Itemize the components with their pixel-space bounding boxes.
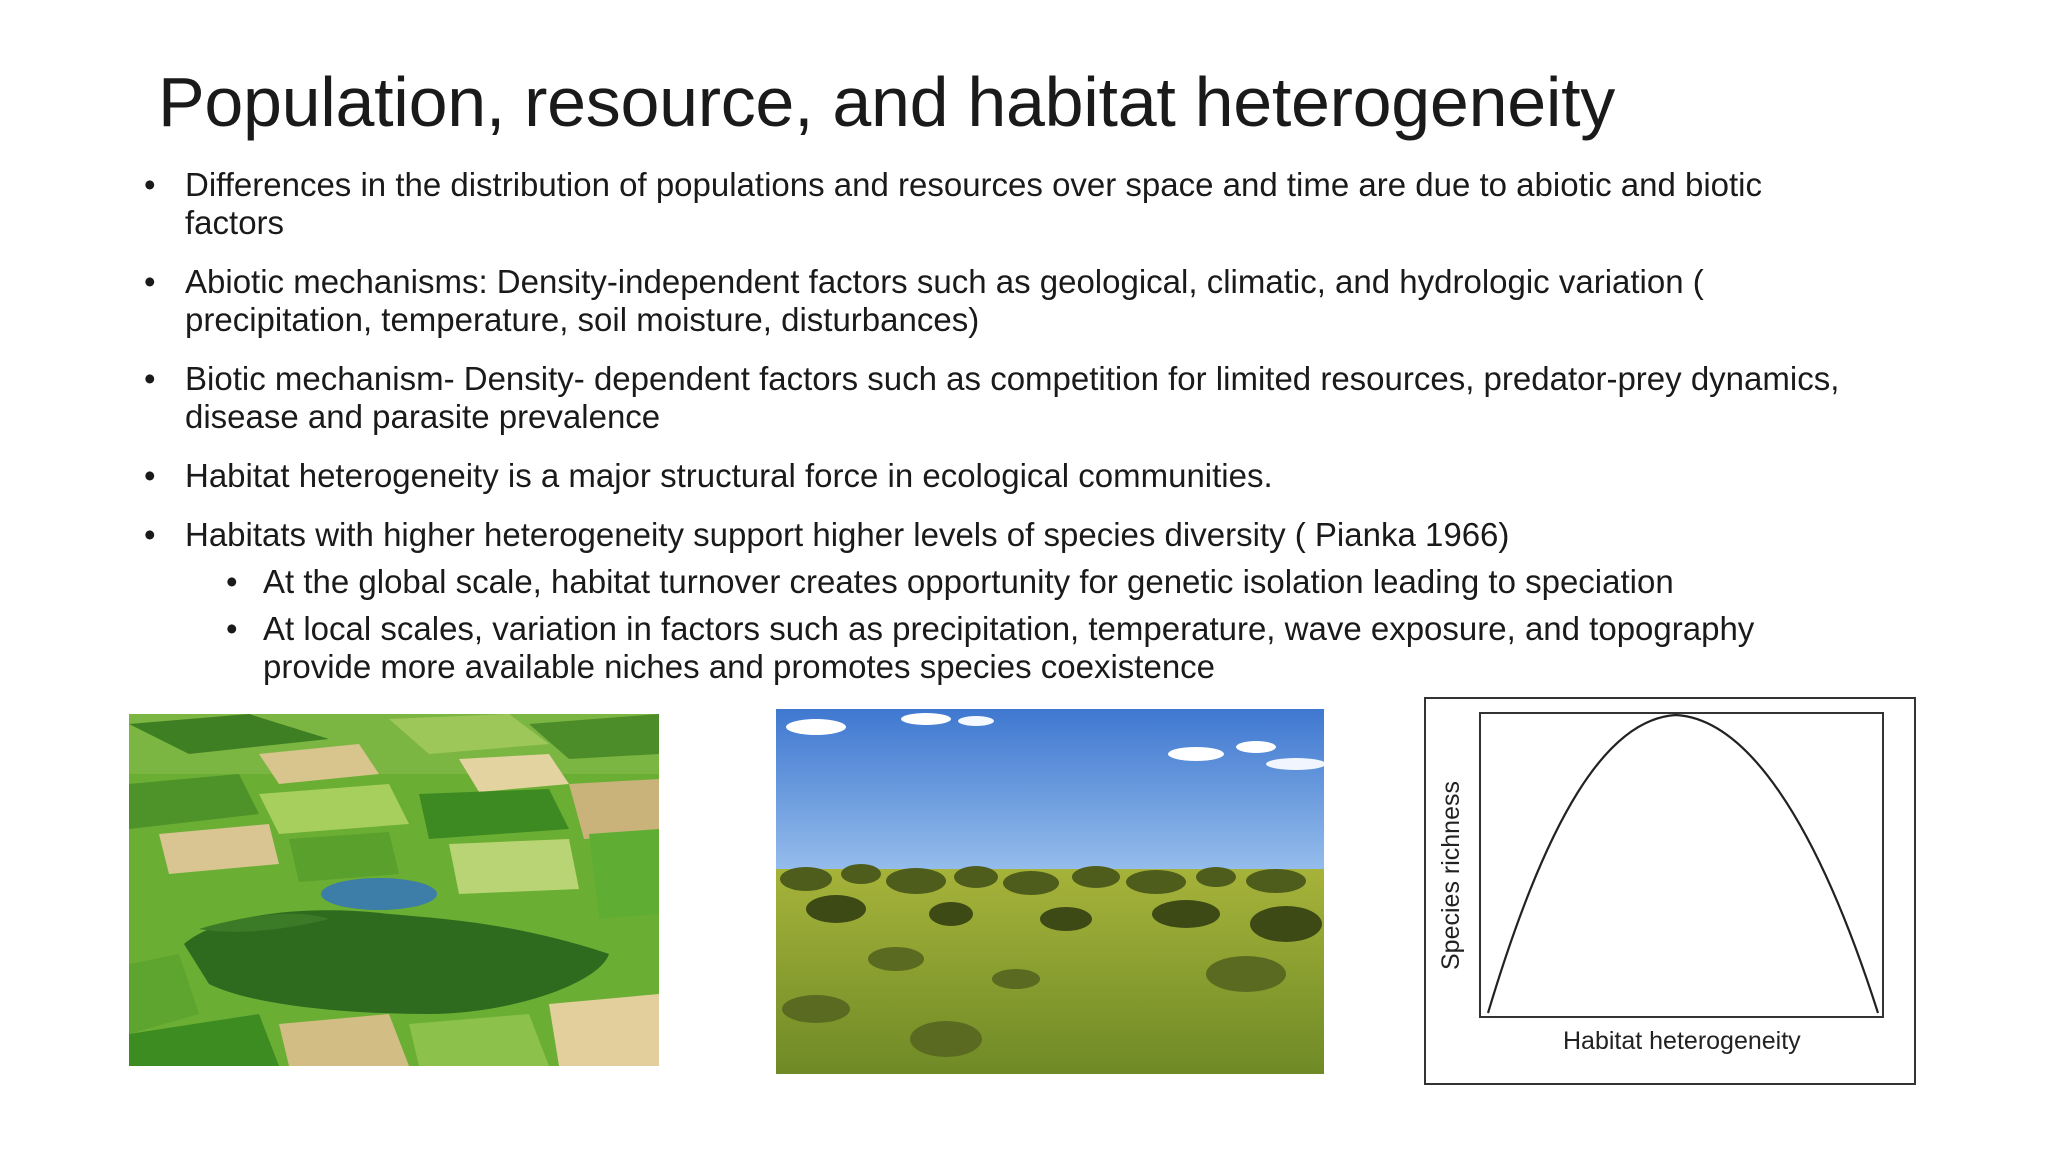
savanna-illustration — [776, 709, 1324, 1074]
farmland-aerial-image — [129, 714, 659, 1066]
slide-title: Population, resource, and habitat heterogeneity — [158, 63, 1615, 141]
farmland-illustration — [129, 714, 659, 1066]
sub-bullet-list — [185, 563, 1864, 686]
sub-bullet-item: • At local scales, variation in factors such as precipitation, temperature, wave exposure, and topography provide more available niches and promotes species coexistence — [263, 610, 1864, 686]
bullet-item-with-subs — [144, 516, 1864, 686]
x-axis-label: Habitat heterogeneity — [1563, 1027, 1801, 1055]
bullet-list — [144, 166, 1864, 695]
bullet-item: • Biotic mechanism- Density- dependent factors such as competition for limited resources, predator-prey dynamics, disease and parasite prevalence — [144, 360, 1864, 436]
bullet-item: • Differences in the distribution of populations and resources over space and time are due to abiotic and biotic factors — [144, 166, 1864, 242]
savanna-landscape-image — [776, 709, 1324, 1074]
y-axis-label: Species richness — [1437, 781, 1465, 970]
bullet-item: • Abiotic mechanisms: Density-independent factors such as geological, climatic, and hydrologic variation ( precipitation, temperature, soil moisture, disturbances) — [144, 263, 1864, 339]
richness-curve — [1488, 715, 1878, 1013]
bullet-text: Habitats with higher heterogeneity support higher levels of species diversity ( Pianka 1966) — [185, 516, 1510, 553]
graph-plot — [1426, 699, 1914, 1083]
sub-bullet-item: • At the global scale, habitat turnover creates opportunity for genetic isolation leading to speciation — [263, 563, 1864, 601]
bullet-item: • Habitat heterogeneity is a major structural force in ecological communities. — [144, 457, 1864, 495]
